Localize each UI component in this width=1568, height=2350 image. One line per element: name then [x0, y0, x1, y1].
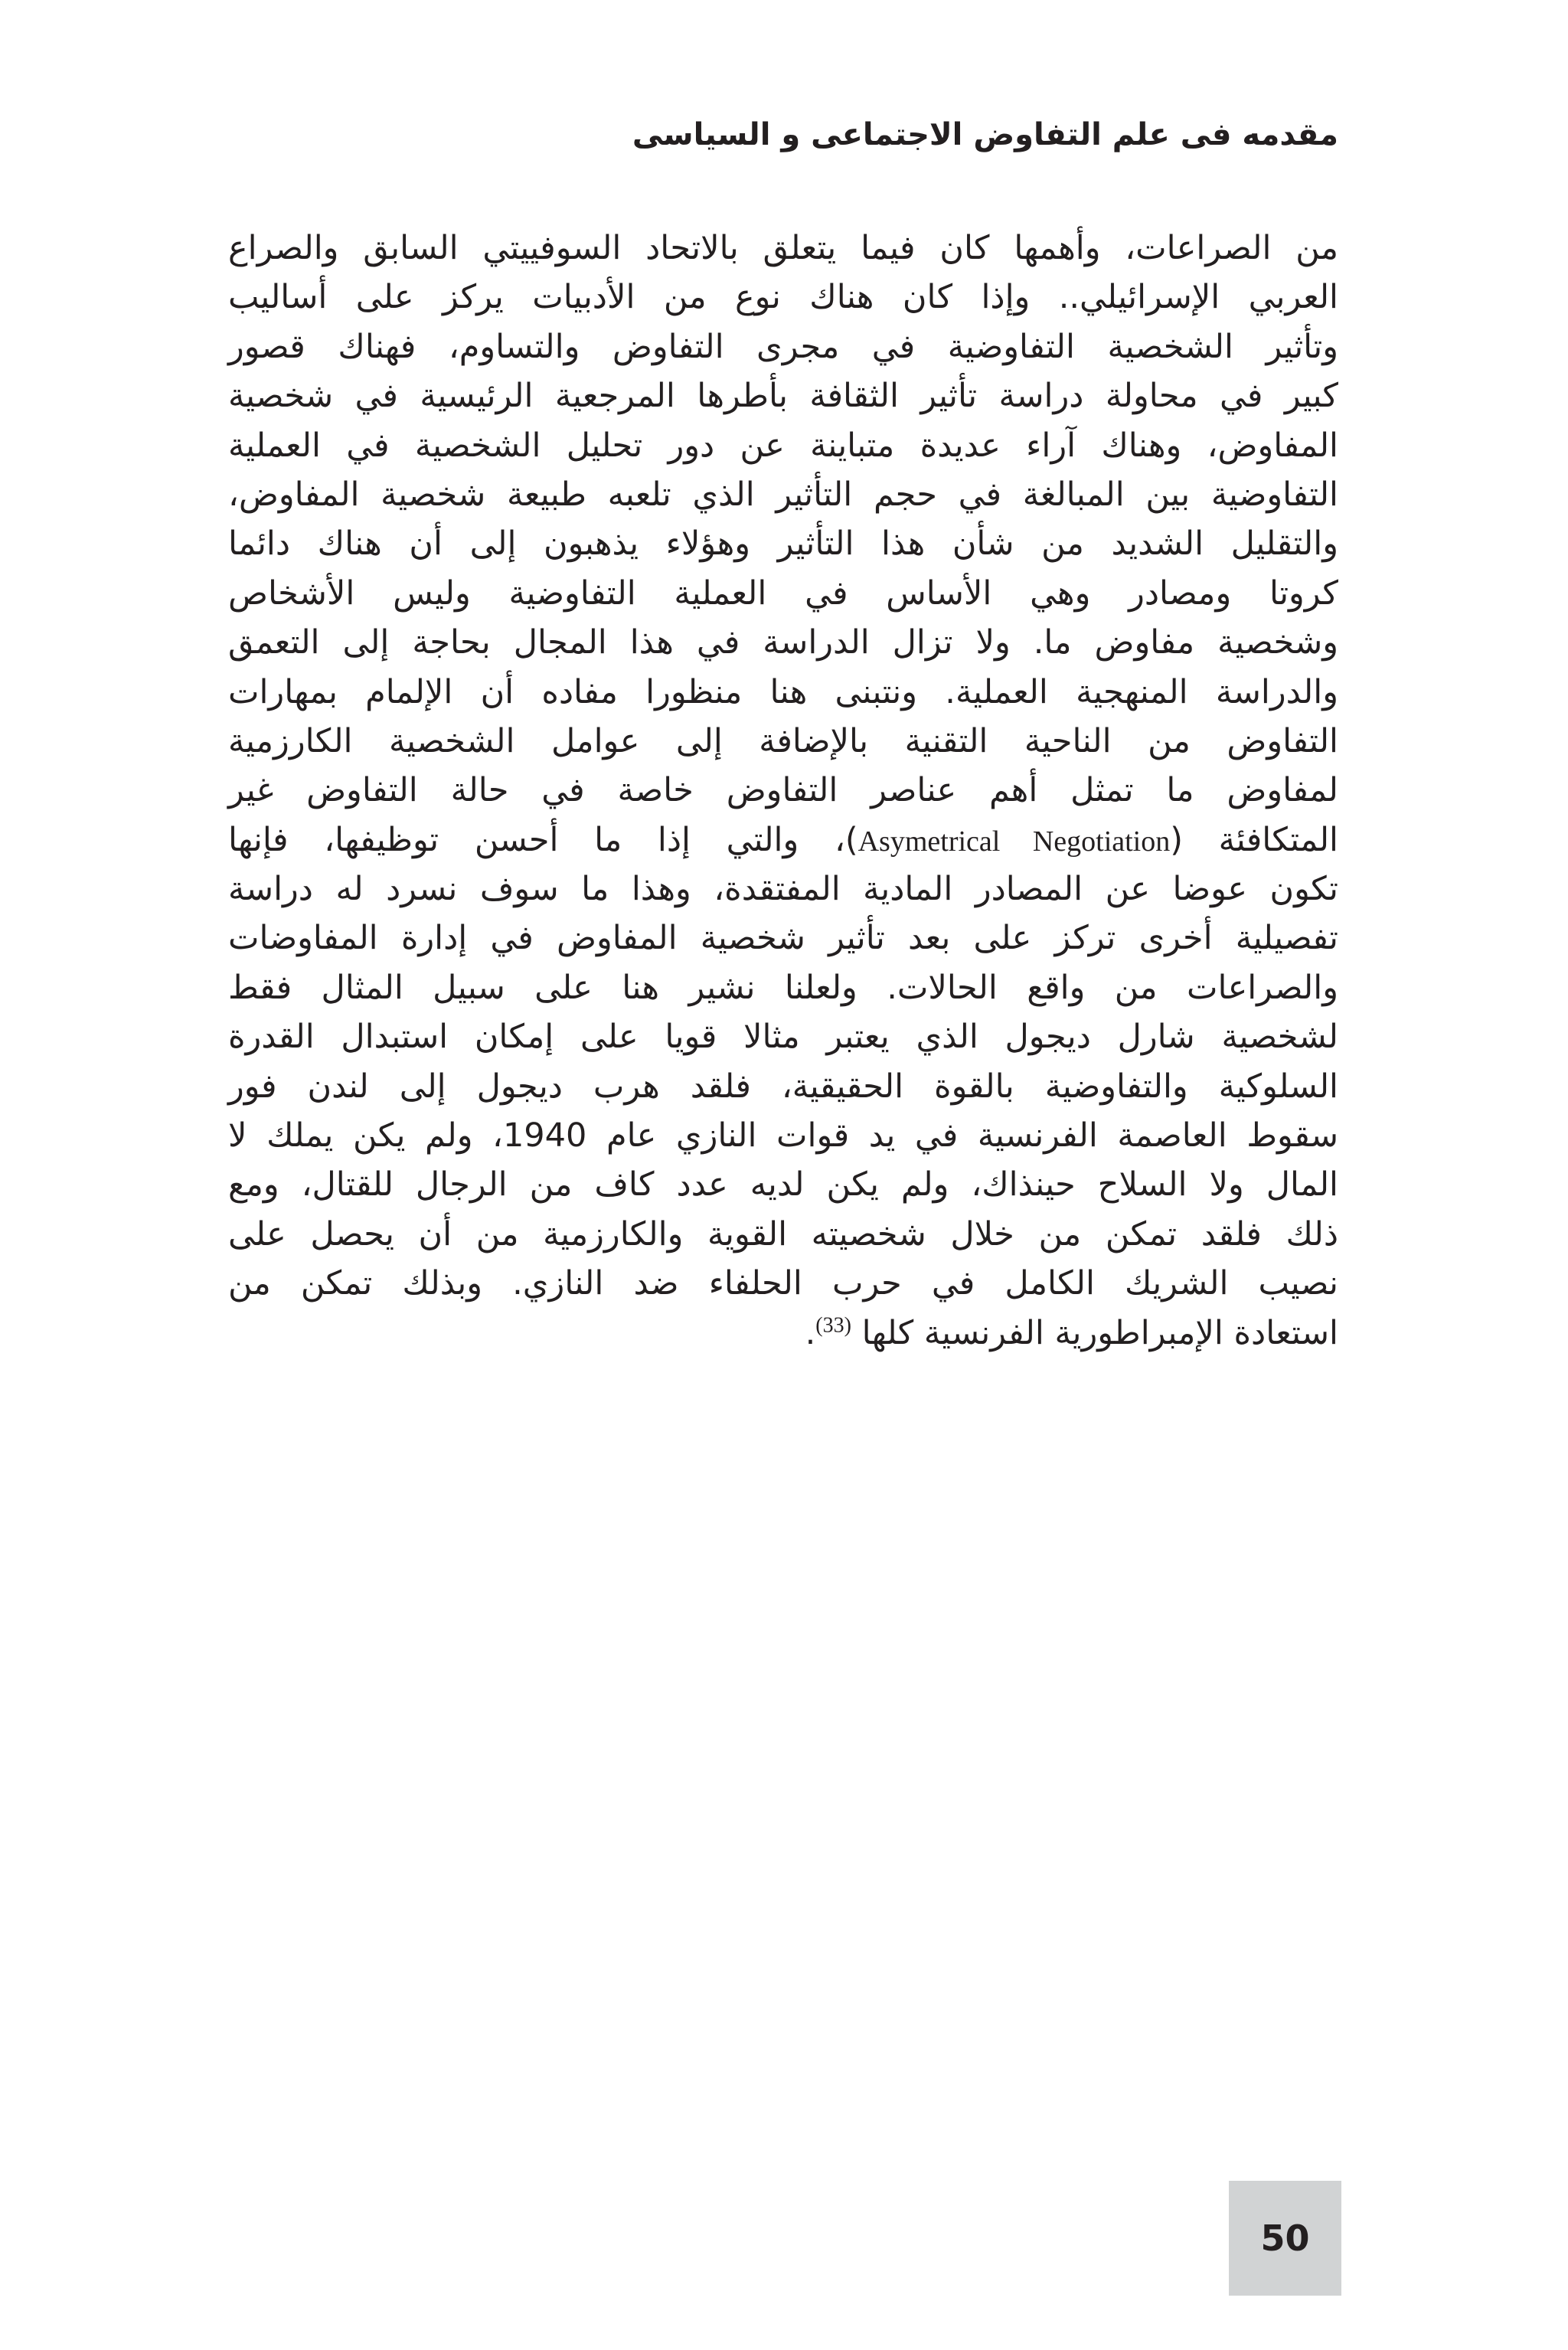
text-line: ذلك فلقد تمكن من خلال شخصيته القوية والكارزمية من أن يحصل على — [228, 1214, 1338, 1253]
text-segment: . — [805, 1313, 816, 1352]
text-line: لمفاوض ما تمثل أهم عناصر التفاوض خاصة في حالة التفاوض غير — [228, 771, 1338, 810]
text-segment: المتكافئة ( — [1170, 820, 1338, 859]
text-line: كبير في محاولة دراسة تأثير الثقافة بأطرها المرجعية الرئيسية في شخصية — [228, 377, 1338, 416]
english-term: Asymetrical Negotiation — [858, 825, 1171, 858]
page-number-box — [1229, 2181, 1341, 2296]
last-text-line — [228, 1309, 1338, 1358]
text-line: المفاوض، وهناك آراء عديدة متباينة عن دور تحليل الشخصية في العملية — [228, 426, 1338, 465]
running-header: مقدمه فى علم التفاوض الاجتماعى و السياسى — [632, 117, 1338, 152]
text-segment: استعادة الإمبراطورية الفرنسية كلها — [851, 1313, 1338, 1352]
text-line: تفصيلية أخرى تركز على بعد تأثير شخصية المفاوض في إدارة المفاوضات — [228, 919, 1338, 958]
text-line: السلوكية والتفاوضية بالقوة الحقيقية، فلقد هرب ديجول إلى لندن فور — [228, 1067, 1338, 1106]
text-line: وشخصية مفاوض ما. ولا تزال الدراسة في هذا المجال بحاجة إلى التعمق — [228, 623, 1338, 662]
footnote-reference[interactable]: (33) — [815, 1313, 851, 1338]
text-line: العربي الإسرائيلي.. وإذا كان هناك نوع من الأدبيات يركز على أساليب — [228, 278, 1338, 317]
text-line: نصيب الشريك الكامل في حرب الحلفاء ضد النازي. وبذلك تمكن من — [228, 1264, 1338, 1303]
text-line: كروتا ومصادر وهي الأساس في العملية التفاوضية وليس الأشخاص — [228, 574, 1338, 613]
text-line-with-term — [228, 815, 1338, 864]
text-segment: )، والتي إذا ما أحسن توظيفها، فإنها — [228, 820, 858, 859]
text-line: التفاوض من الناحية التقنية بالإضافة إلى عوامل الشخصية الكارزمية — [228, 721, 1338, 760]
body-text — [228, 224, 1338, 1358]
text-line: والدراسة المنهجية العملية. ونتبنى هنا منظورا مفاده أن الإلمام بمهارات — [228, 672, 1338, 711]
text-line: المال ولا السلاح حينذاك، ولم يكن لديه عدد كاف من الرجال للقتال، ومع — [228, 1165, 1338, 1204]
text-line: والصراعات من واقع الحالات. ولعلنا نشير هنا على سبيل المثال فقط — [228, 968, 1338, 1007]
text-line: والتقليل الشديد من شأن هذا التأثير وهؤلاء يذهبون إلى أن هناك دائما — [228, 525, 1338, 564]
text-line: سقوط العاصمة الفرنسية في يد قوات النازي عام 1940، ولم يكن يملك لا — [228, 1116, 1338, 1155]
text-line: لشخصية شارل ديجول الذي يعتبر مثالا قويا على إمكان استبدال القدرة — [228, 1018, 1338, 1057]
text-line: التفاوضية بين المبالغة في حجم التأثير الذي تلعبه طبيعة شخصية المفاوض، — [228, 475, 1338, 514]
text-line: تكون عوضا عن المصادر المادية المفتقدة، وهذا ما سوف نسرد له دراسة — [228, 870, 1338, 909]
page-number: 50 — [1260, 2218, 1310, 2259]
text-line: من الصراعات، وأهمها كان فيما يتعلق بالاتحاد السوفييتي السابق والصراع — [228, 229, 1338, 267]
text-line: وتأثير الشخصية التفاوضية في مجرى التفاوض والتساوم، فهناك قصور — [228, 327, 1338, 366]
